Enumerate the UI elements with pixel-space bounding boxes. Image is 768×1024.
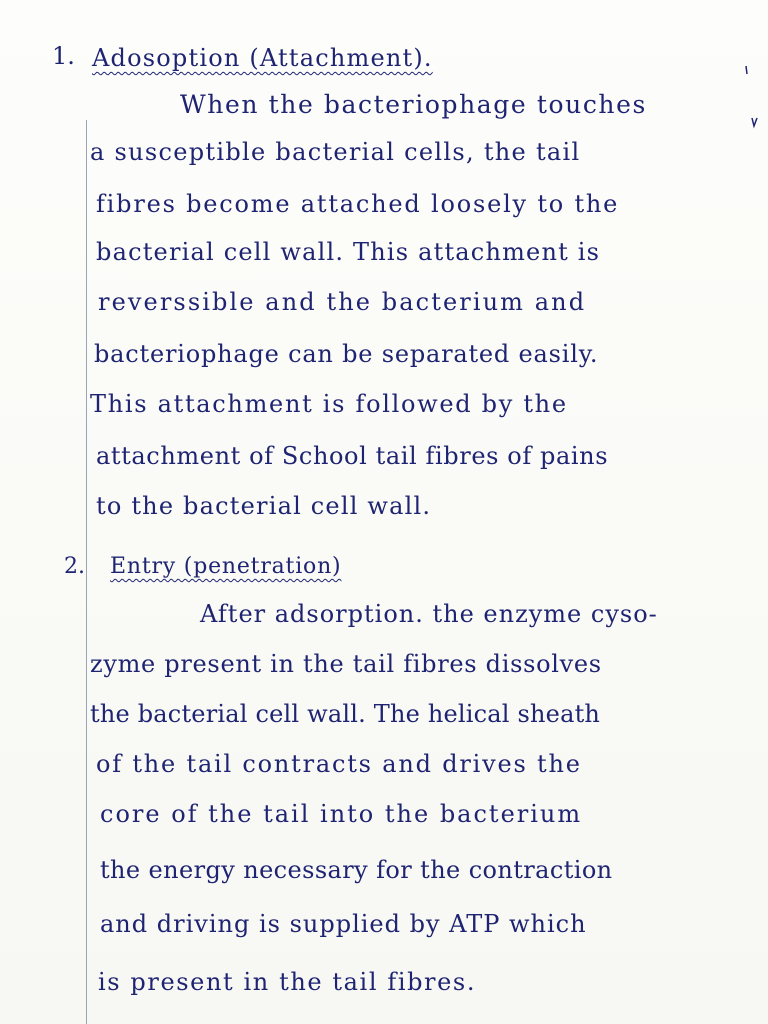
section-1-heading: Adosoption (Attachment).: [92, 44, 433, 72]
section-2-line-2: zyme present in the tail fibres dissolves: [90, 650, 602, 678]
section-1-line-4: bacterial cell wall. This attachment is: [96, 238, 601, 266]
section-2-heading: Entry (penetration): [110, 554, 342, 579]
stray-pen-marks: [740, 60, 760, 140]
section-2-line-4: of the tail contracts and drives the: [96, 750, 582, 778]
section-2-line-5: core of the tail into the bacterium: [100, 800, 583, 828]
section-1-line-1: When the bacteriophage touches: [180, 90, 647, 119]
section-1-line-5: reverssible and the bacterium and: [98, 288, 587, 316]
section-1-line-6: bacteriophage can be separated easily.: [94, 340, 599, 368]
section-2-line-8: is present in the tail fibres.: [98, 968, 477, 996]
section-1-line-7: This attachment is followed by the: [90, 390, 568, 418]
margin-line: [86, 120, 87, 1024]
section-2-line-3: the bacterial cell wall. The helical sheath: [90, 700, 601, 728]
section-1-line-3: fibres become attached loosely to the: [96, 190, 620, 218]
section-1-line-2: a susceptible bacterial cells, the tail: [90, 138, 581, 166]
section-2-line-1: After adsorption. the enzyme cyso-: [200, 600, 658, 628]
section-1-line-8: attachment of School tail fibres of pains: [96, 442, 609, 470]
section-1-line-9: to the bacterial cell wall.: [96, 492, 432, 520]
section-2-line-7: and driving is supplied by ATP which: [100, 910, 587, 938]
section-1-number: 1.: [52, 42, 75, 70]
section-2-number: 2.: [64, 554, 85, 579]
section-2-line-6: the energy necessary for the contraction: [100, 856, 613, 884]
